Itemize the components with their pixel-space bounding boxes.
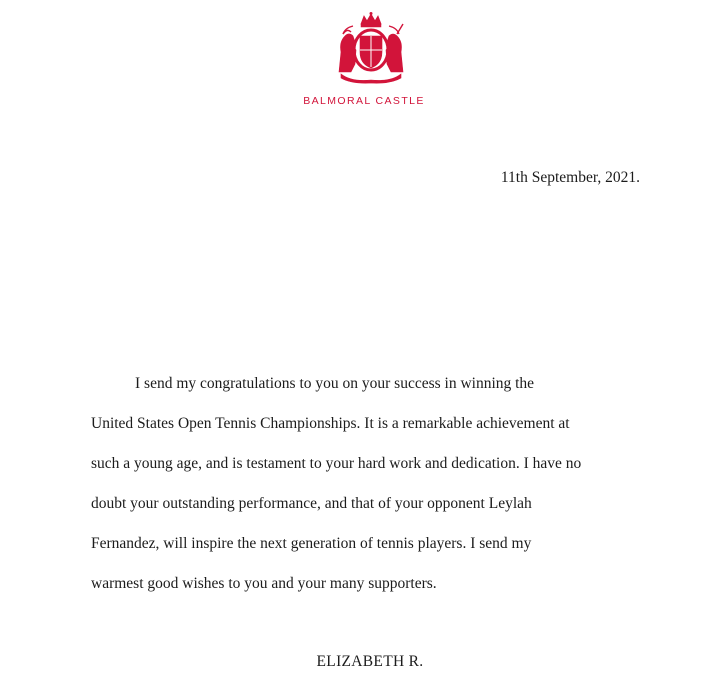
letterhead-address: BALMORAL CASTLE [303, 95, 425, 107]
letter-date: 11th September, 2021. [500, 169, 640, 186]
signature: ELIZABETH R. [316, 653, 424, 670]
letter-body [91, 364, 651, 604]
letter-body-line: warmest good wishes to you and your many supporters. [91, 575, 437, 592]
letter-body-line: I send my congratulations to you on your success in winning the [135, 375, 535, 392]
letter-body-line: Fernandez, will inspire the next generation of tennis players. I send my [91, 535, 532, 552]
letter-body-line: United States Open Tennis Championships. It is a remarkable achievement at [91, 415, 570, 432]
letter-body-line: such a young age, and is testament to your hard work and dedication. I have no [91, 455, 582, 472]
royal-coat-of-arms-icon [331, 12, 411, 84]
letter-body-line: doubt your outstanding performance, and that of your opponent Leylah [91, 495, 532, 512]
